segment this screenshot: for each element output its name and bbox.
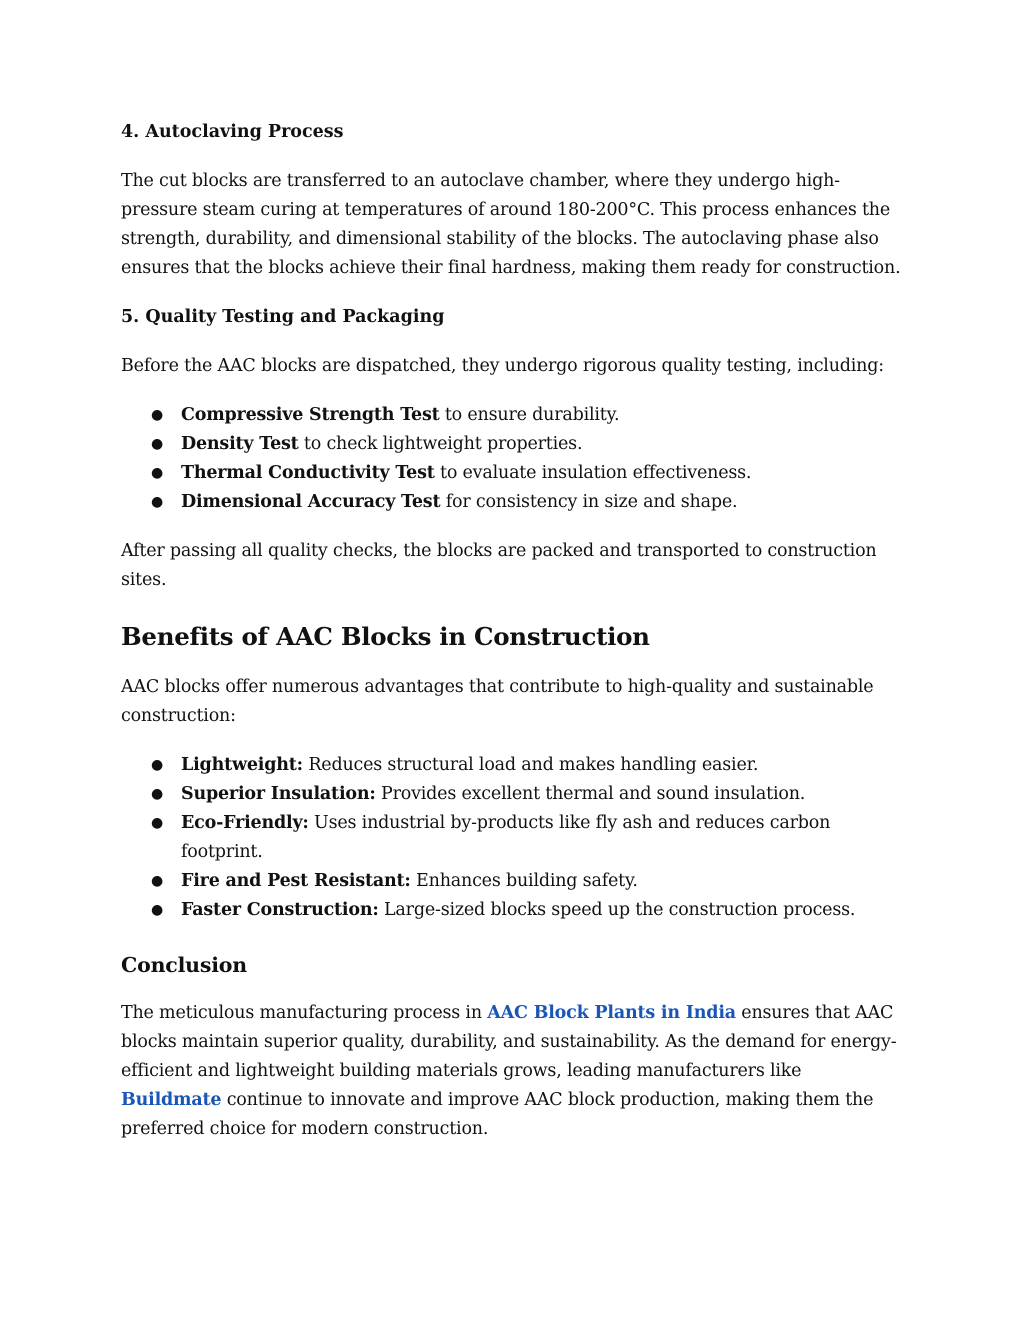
list-item-text: to evaluate insulation effectiveness. [434, 463, 752, 483]
bullet-icon: ● [151, 902, 164, 918]
bullet-icon: ● [151, 436, 164, 452]
section-heading-conclusion: Conclusion [121, 953, 247, 977]
list-item-term: Fire and Pest Resistant: [181, 871, 411, 891]
list-item [121, 401, 901, 430]
list-item [121, 867, 901, 896]
list-item-text: Enhances building safety. [410, 871, 638, 891]
section-heading-benefits: Benefits of AAC Blocks in Construction [121, 622, 650, 651]
paragraph-benefits-intro: AAC blocks offer numerous advantages that contribute to high-quality and sustainable construction: [121, 677, 874, 726]
aac-block-plants-link[interactable]: AAC Block Plants in India [487, 1003, 736, 1023]
list-item [121, 430, 901, 459]
conclusion-text-2: ensures that AAC blocks maintain superior quality, durability, and sustainability. As the demand for energy-efficient and lightweight building materials grows, leading manufacturers like [121, 1003, 897, 1081]
bullet-icon: ● [151, 407, 164, 423]
quality-tests-list [121, 401, 901, 517]
bullet-icon: ● [151, 465, 164, 481]
buildmate-link[interactable]: Buildmate [121, 1090, 222, 1110]
bullet-icon: ● [151, 873, 164, 889]
list-item-text: to ensure durability. [439, 405, 620, 425]
list-item-term: Density Test [181, 434, 299, 454]
list-item-text: for consistency in size and shape. [440, 492, 738, 512]
list-item-term: Compressive Strength Test [181, 405, 440, 425]
list-item-term: Faster Construction: [181, 900, 379, 920]
list-item-text: Provides excellent thermal and sound insulation. [375, 784, 806, 804]
paragraph-quality-outro: After passing all quality checks, the blocks are packed and transported to construction sites. [121, 541, 877, 590]
conclusion-text-1: The meticulous manufacturing process in [121, 1003, 488, 1023]
list-item-term: Eco-Friendly: [181, 813, 309, 833]
conclusion-text-3: continue to innovate and improve AAC block production, making them the preferred choice for modern construction. [121, 1090, 874, 1139]
bullet-icon: ● [151, 815, 164, 831]
benefits-list [121, 751, 901, 925]
list-item-text: Reduces structural load and makes handling easier. [302, 755, 759, 775]
list-item-term: Superior Insulation: [181, 784, 376, 804]
list-item-term: Thermal Conductivity Test [181, 463, 435, 483]
list-item [121, 488, 901, 517]
list-item [121, 751, 901, 780]
list-item-text: to check lightweight properties. [298, 434, 583, 454]
paragraph-conclusion [121, 999, 901, 1144]
bullet-icon: ● [151, 494, 164, 510]
list-item [121, 809, 901, 867]
bullet-icon: ● [151, 786, 164, 802]
list-item-text: Large-sized blocks speed up the construction process. [378, 900, 856, 920]
list-item-term: Lightweight: [181, 755, 303, 775]
section-heading-autoclaving: 4. Autoclaving Process [121, 122, 344, 142]
paragraph-autoclaving: The cut blocks are transferred to an autoclave chamber, where they undergo high-pressure steam curing at temperatures of around 180-200°C. This process enhances the strength, durability, and dimensional stability of the blocks. The autoclaving phase also ensures that the blocks achieve their final hardness, making them ready for construction. [121, 171, 901, 278]
list-item-text: Uses industrial by-products like fly ash and reduces carbon footprint. [181, 813, 831, 862]
paragraph-quality-intro: Before the AAC blocks are dispatched, they undergo rigorous quality testing, including: [121, 356, 884, 376]
list-item [121, 896, 901, 925]
list-item-term: Dimensional Accuracy Test [181, 492, 441, 512]
bullet-icon: ● [151, 757, 164, 773]
section-heading-quality-testing: 5. Quality Testing and Packaging [121, 307, 445, 327]
list-item [121, 459, 901, 488]
document-page [121, 118, 901, 1144]
list-item [121, 780, 901, 809]
